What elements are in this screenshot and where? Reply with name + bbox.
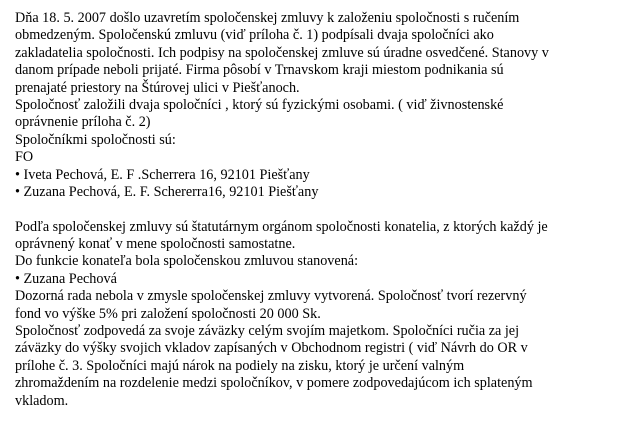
document-body (15, 10, 627, 410)
text-line: prílohe č. 3. Spoločníci majú nárok na podiely na zisku, ktorý je určení valným (15, 357, 465, 374)
text-line: Dňa 18. 5. 2007 došlo uzavretím spoločenskej zmluvy k založeniu spoločnosti s ručením (15, 10, 520, 26)
text-line: FO (15, 149, 34, 166)
text-line: Spoločnosť založili dvaja spoločníci , ktorý sú fyzickými osobami. ( viď živnostenské (15, 96, 504, 113)
text-line: vkladom. (15, 392, 69, 409)
text-line: zakladatelia spoločnosti. Ich podpisy na spoločenskej zmluve sú úradne osvedčené. Stanovy v (15, 44, 549, 61)
text-line: danom prípade neboli prijaté. Firma pôsobí v Trnavskom kraji miestom podnikania sú (15, 62, 504, 79)
text-line: Podľa spoločenskej zmluvy sú štatutárnym orgánom spoločnosti konatelia, z ktorých každý je (15, 218, 548, 235)
list-item: • Iveta Pechová, E. F .Scherrera 16, 92101 Piešťany (15, 166, 310, 183)
text-line: Do funkcie konateľa bola spoločenskou zmluvou stanovená: (15, 253, 359, 270)
text-line: Spoločníkmi spoločnosti sú: (15, 131, 176, 148)
text-line: oprávnenie príloha č. 2) (15, 114, 151, 131)
text-line: Dozorná rada nebola v zmysle spoločenskej zmluvy vytvorená. Spoločnosť tvorí rezervný (15, 288, 527, 305)
text-line: obmedzeným. Spoločenskú zmluvu (viď príloha č. 1) podpísali dvaja spoločníci ako (15, 27, 494, 44)
text-line: zhromaždením na rozdelenie medzi spoločníkov, v pomere zodpovedajúcom ich splateným (15, 375, 533, 392)
blank-line (15, 201, 627, 218)
text-line: Spoločnosť zodpovedá za svoje záväzky celým svojím majetkom. Spoločníci ručia za jej (15, 323, 520, 340)
list-item: • Zuzana Pechová, E. F. Schererra16, 92101 Piešťany (15, 183, 319, 200)
text-line: záväzky do výšky svojich vkladov zapísaných v Obchodnom registri ( viď Návrh do OR v (15, 340, 528, 357)
text-line: oprávnený konať v mene spoločnosti samostatne. (15, 236, 296, 253)
text-line: fond vo výške 5% pri založení spoločnosti 20 000 Sk. (15, 305, 321, 322)
list-item: • Zuzana Pechová (15, 270, 117, 287)
text-line: prenajaté priestory na Štúrovej ulici v Piešťanoch. (15, 79, 300, 96)
